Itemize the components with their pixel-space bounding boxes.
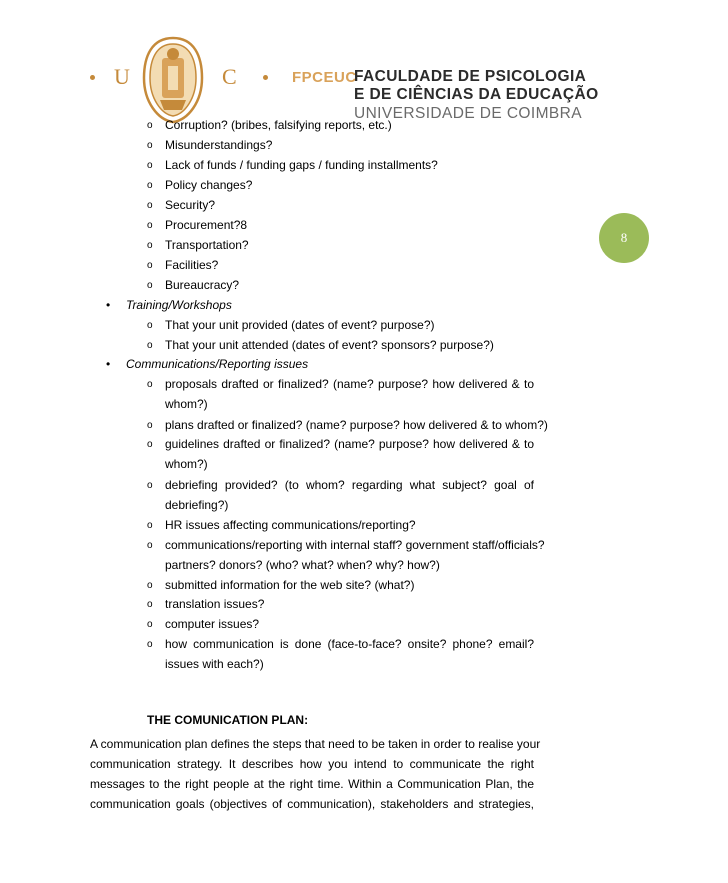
paragraph-line: A communication plan defines the steps that need to be taken in order to realise your [90,737,541,751]
communications-title: Communications/Reporting issues [126,357,309,371]
circle-bullet-icon: o [147,320,153,331]
circle-bullet-icon: o [147,340,153,351]
circle-bullet-icon: o [147,160,153,171]
circle-bullet-icon: o [147,260,153,271]
paragraph-line: communication strategy. It describes how you intend to communicate the right [90,757,534,771]
circle-bullet-icon: o [147,379,153,390]
circle-bullet-icon: o [147,480,153,491]
faculty-name-line2: E DE CIÊNCIAS DA EDUCAÇÃO [354,86,599,103]
circle-bullet-icon: o [147,639,153,650]
bullet-icon: • [106,357,111,371]
header-letter-u: U [114,64,130,89]
circle-bullet-icon: o [147,280,153,291]
faculty-name-line1: FACULDADE DE PSICOLOGIA [354,68,587,85]
header-dot-left [90,75,95,80]
circle-bullet-icon: o [147,520,153,531]
training-title: Training/Workshops [126,298,232,312]
circle-bullet-icon: o [147,540,153,551]
page-number: 8 [620,230,628,245]
circle-bullet-icon: o [147,200,153,211]
circle-bullet-icon: o [147,140,153,151]
circle-bullet-icon: o [147,439,153,450]
header-dot-right [263,75,268,80]
circle-bullet-icon: o [147,120,153,131]
university-name: UNIVERSIDADE DE COIMBRA [354,105,582,122]
faculty-abbreviation: FPCEUC [292,69,357,86]
page-number-badge [599,213,649,263]
circle-bullet-icon: o [147,220,153,231]
circle-bullet-icon: o [147,580,153,591]
circle-bullet-icon: o [147,420,153,431]
circle-bullet-icon: o [147,240,153,251]
circle-bullet-icon: o [147,619,153,630]
circle-bullet-icon: o [147,599,153,610]
circle-bullet-icon: o [147,180,153,191]
bullet-icon: • [106,298,111,312]
university-seal-logo [140,36,206,124]
header-letter-c: C [222,64,237,89]
paragraph-line: messages to the right people at the right time. Within a Communication Plan, the [90,777,534,791]
section-heading: THE COMUNICATION PLAN: [147,713,309,727]
paragraph-line: communication goals (objectives of communication), stakeholders and strategies, [90,797,534,811]
